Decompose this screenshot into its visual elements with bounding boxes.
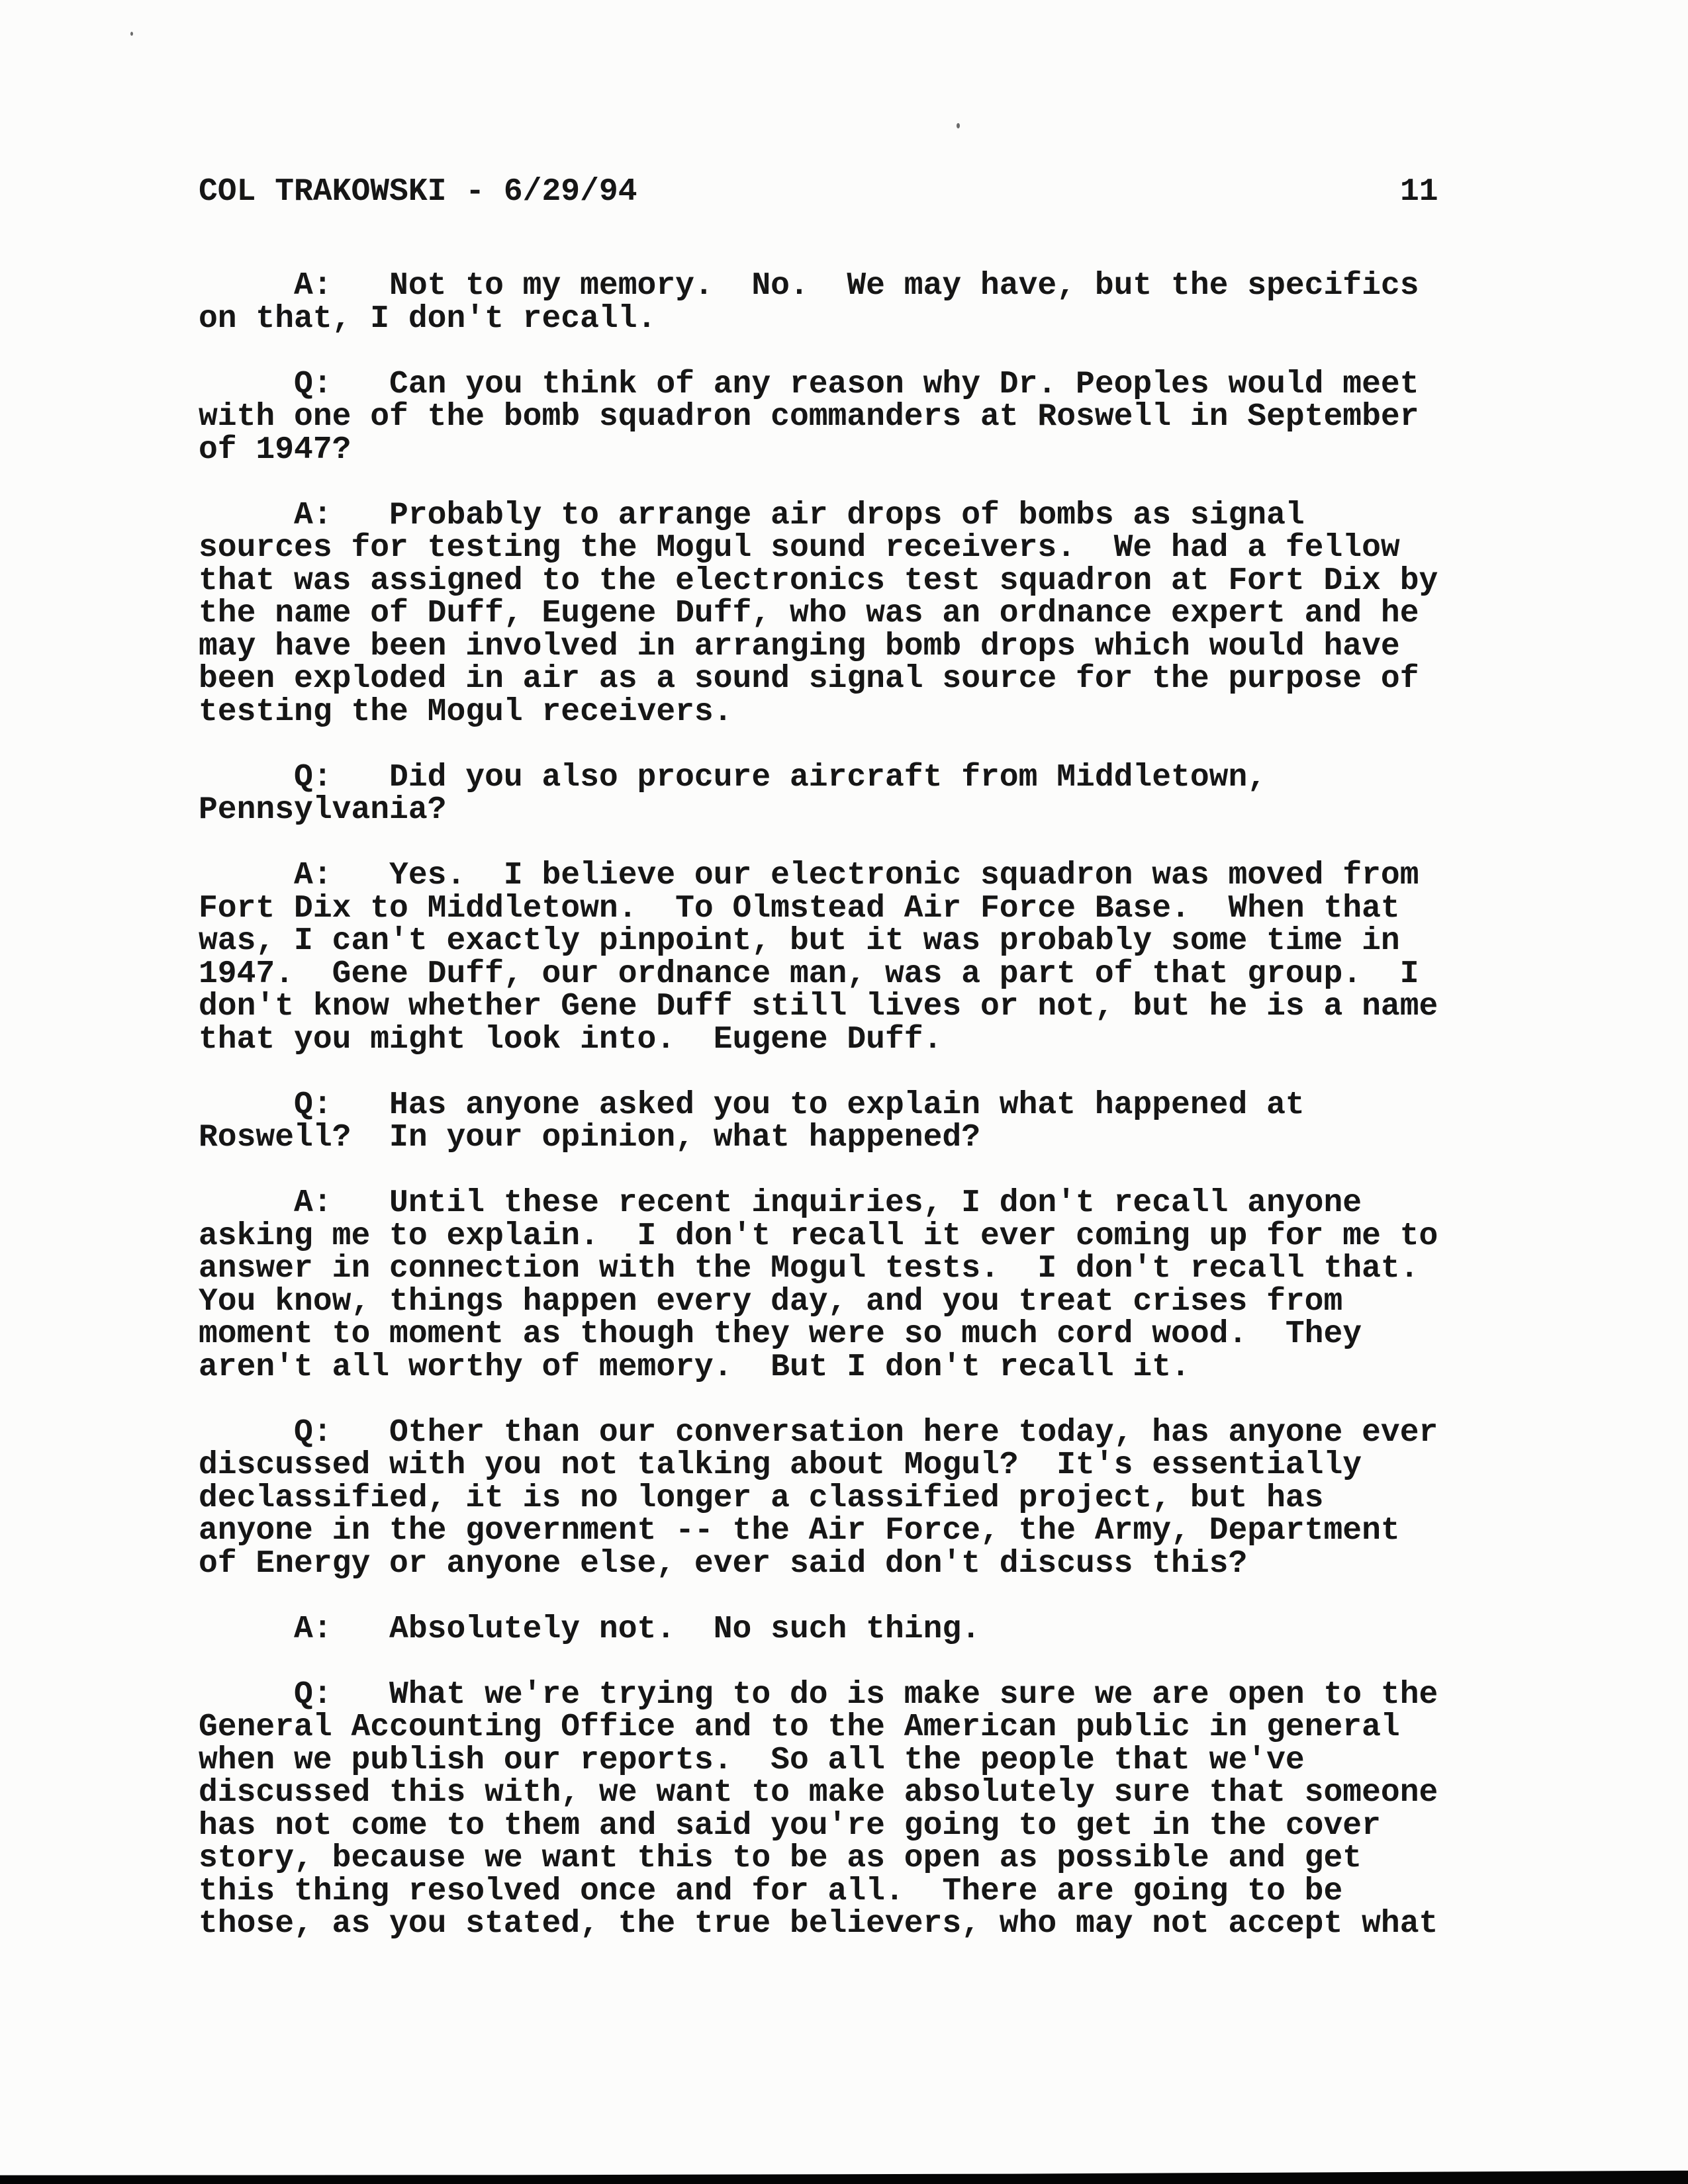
- transcript-line: A: Not to my memory. No. We may have, but the specifics: [199, 268, 1419, 304]
- transcript-line: You know, things happen every day, and you treat crises from: [199, 1283, 1343, 1320]
- transcript-paragraph-a: [199, 1187, 1438, 1384]
- transcript-line: asking me to explain. I don't recall it ever coming up for me to: [199, 1218, 1438, 1254]
- scan-speck: [130, 32, 133, 36]
- transcript-line: that you might look into. Eugene Duff.: [199, 1021, 943, 1058]
- transcript-paragraph-a: [199, 1611, 1438, 1647]
- transcript-line: don't know whether Gene Duff still lives or not, but he is a name: [199, 989, 1438, 1024]
- transcript-line: sources for testing the Mogul sound receivers. We had a fellow: [199, 530, 1400, 566]
- scan-artifact-bar: [0, 2169, 1688, 2184]
- transcript-line: those, as you stated, the true believers, who may not accept what: [199, 1906, 1438, 1942]
- page-number: 11: [1400, 174, 1438, 210]
- transcript-line: Q: Other than our conversation here today, has anyone ever: [199, 1414, 1438, 1451]
- transcript-line: anyone in the government -- the Air Force, the Army, Department: [199, 1513, 1400, 1549]
- transcript-paragraph-q: [199, 1089, 1438, 1155]
- transcript-line: discussed this with, we want to make absolutely sure that someone: [199, 1775, 1438, 1811]
- scan-speck: [957, 123, 960, 128]
- transcript-paragraph-q: [199, 759, 1438, 828]
- transcript-line: the name of Duff, Eugene Duff, who was an ordnance expert and he: [199, 596, 1419, 631]
- transcript-line: Q: Has anyone asked you to explain what happened at: [199, 1087, 1305, 1123]
- transcript-line: Pennsylvania?: [199, 792, 447, 828]
- transcript-line: discussed with you not talking about Mogul? It's essentially: [199, 1447, 1362, 1483]
- transcript-line: was, I can't exactly pinpoint, but it was probably some time in: [199, 923, 1400, 959]
- transcript-line: this thing resolved once and for all. There are going to be: [199, 1873, 1343, 1909]
- transcript-line: Roswell? In your opinion, what happened?: [199, 1120, 980, 1156]
- page-header-title: COL TRAKOWSKI - 6/29/94: [199, 174, 637, 210]
- transcript-line: General Accounting Office and to the American public in general: [199, 1709, 1400, 1745]
- transcript-paragraph-q: [199, 1414, 1438, 1582]
- transcript-line: testing the Mogul receivers.: [199, 694, 733, 730]
- transcript-line: of 1947?: [199, 432, 352, 468]
- transcript-line: may have been involved in arranging bomb drops which would have: [199, 628, 1400, 664]
- transcript-line: on that, I don't recall.: [199, 300, 657, 337]
- transcript-line: when we publish our reports. So all the people that we've: [199, 1742, 1305, 1778]
- transcript-line: declassified, it is no longer a classified project, but has: [199, 1480, 1324, 1516]
- transcript-line: with one of the bomb squadron commanders at Roswell in September: [199, 399, 1419, 435]
- transcript-line: 1947. Gene Duff, our ordnance man, was a part of that group. I: [199, 956, 1419, 992]
- transcript-line: A: Until these recent inquiries, I don't recall anyone: [199, 1185, 1362, 1221]
- transcript-line: been exploded in air as a sound signal source for the purpose of: [199, 661, 1419, 697]
- transcript: [199, 270, 1438, 1941]
- transcript-line: Fort Dix to Middletown. To Olmstead Air Force Base. When that: [199, 890, 1400, 927]
- transcript-paragraph-q: [199, 1676, 1438, 1942]
- transcript-line: Q: What we're trying to do is make sure we are open to the: [199, 1676, 1438, 1713]
- transcript-line: of Energy or anyone else, ever said don't discuss this?: [199, 1545, 1248, 1582]
- transcript-line: A: Probably to arrange air drops of bombs as signal: [199, 497, 1305, 533]
- transcript-paragraph-a: [199, 270, 1438, 336]
- transcript-line: A: Yes. I believe our electronic squadron was moved from: [199, 858, 1419, 893]
- transcript-line: answer in connection with the Mogul tests. I don't recall that.: [199, 1251, 1419, 1287]
- transcript-line: A: Absolutely not. No such thing.: [199, 1611, 980, 1647]
- transcript-paragraph-a: [199, 497, 1438, 730]
- transcript-line: has not come to them and said you're going to get in the cover: [199, 1807, 1381, 1844]
- transcript-line: aren't all worthy of memory. But I don't recall it.: [199, 1349, 1190, 1385]
- transcript-line: Q: Can you think of any reason why Dr. Peoples would meet: [199, 366, 1419, 402]
- transcript-paragraph-a: [199, 860, 1438, 1056]
- transcript-line: that was assigned to the electronics test squadron at Fort Dix by: [199, 563, 1438, 599]
- transcript-line: Q: Did you also procure aircraft from Middletown,: [199, 759, 1267, 796]
- transcript-line: moment to moment as though they were so much cord wood. They: [199, 1316, 1362, 1352]
- transcript-paragraph-q: [199, 366, 1438, 468]
- transcript-line: story, because we want this to be as open as possible and get: [199, 1841, 1362, 1876]
